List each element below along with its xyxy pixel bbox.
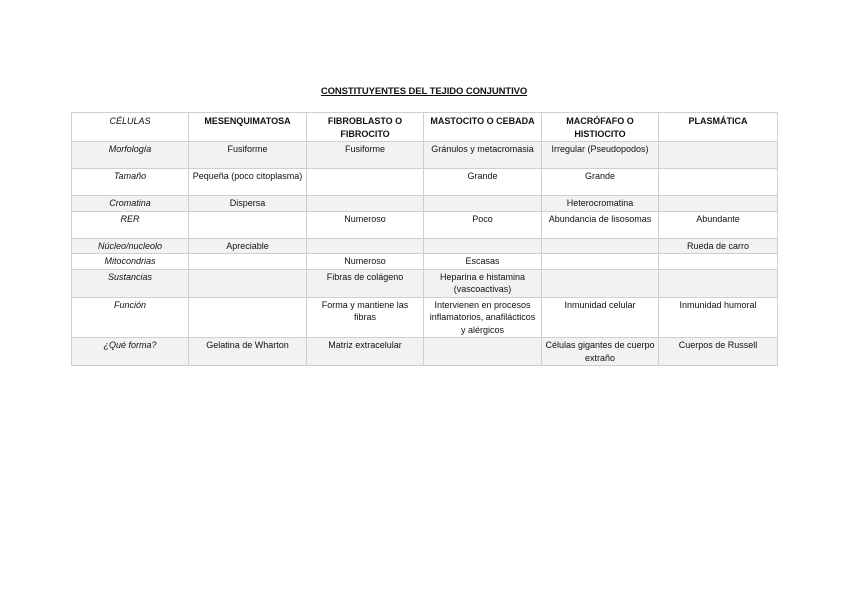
row-label: Núcleo/nucleolo — [72, 238, 189, 254]
table-cell — [659, 196, 778, 212]
table-cell — [424, 338, 542, 366]
table-row — [72, 338, 778, 366]
header-corner-cell: CÉLULAS — [72, 113, 189, 142]
table-cell: Rueda de carro — [659, 238, 778, 254]
table-cell — [424, 238, 542, 254]
document-title: CONSTITUYENTES DEL TEJIDO CONJUNTIVO — [320, 86, 528, 97]
table-cell: Cuerpos de Russell — [659, 338, 778, 366]
table-cell: Numeroso — [307, 254, 424, 270]
table-cell — [659, 254, 778, 270]
row-label: Sustancias — [72, 269, 189, 297]
table-cell: Gelatina de Wharton — [189, 338, 307, 366]
table-cell: Fusiforme — [189, 142, 307, 169]
table-cell: Heterocromatina — [542, 196, 659, 212]
row-label: RER — [72, 211, 189, 238]
table-row — [72, 211, 778, 238]
row-label: Morfología — [72, 142, 189, 169]
row-label: Función — [72, 297, 189, 338]
row-label: ¿Qué forma? — [72, 338, 189, 366]
table-cell — [307, 196, 424, 212]
table-cell — [189, 211, 307, 238]
row-label: Mitocondrias — [72, 254, 189, 270]
table-cell — [424, 196, 542, 212]
table-cell — [189, 254, 307, 270]
connective-tissue-table — [71, 112, 778, 366]
header-cell: MASTOCITO O CEBADA — [424, 113, 542, 142]
table-cell: Inmunidad humoral — [659, 297, 778, 338]
row-label: Cromatina — [72, 196, 189, 212]
table-cell — [659, 169, 778, 196]
table-cell: Matriz extracelular — [307, 338, 424, 366]
table-cell — [189, 297, 307, 338]
table-cell: Gránulos y metacromasia — [424, 142, 542, 169]
table-row — [72, 238, 778, 254]
table-cell — [189, 269, 307, 297]
table-row — [72, 196, 778, 212]
table-cell: Inmunidad celular — [542, 297, 659, 338]
table-cell — [659, 269, 778, 297]
header-cell: FIBROBLASTO O FIBROCITO — [307, 113, 424, 142]
table-cell — [542, 238, 659, 254]
table-cell: Heparina e histamina (vascoactivas) — [424, 269, 542, 297]
table-cell: Poco — [424, 211, 542, 238]
table-cell: Células gigantes de cuerpo extraño — [542, 338, 659, 366]
table-cell: Abundante — [659, 211, 778, 238]
header-cell: MACRÓFAFO O HISTIOCITO — [542, 113, 659, 142]
table-cell: Fibras de colágeno — [307, 269, 424, 297]
table-cell: Forma y mantiene las fibras — [307, 297, 424, 338]
table-row — [72, 269, 778, 297]
table-cell: Abundancia de lisosomas — [542, 211, 659, 238]
table-cell — [307, 238, 424, 254]
table-cell — [659, 142, 778, 169]
table-row — [72, 254, 778, 270]
table-cell: Numeroso — [307, 211, 424, 238]
table-cell: Grande — [542, 169, 659, 196]
table-header-row — [72, 113, 778, 142]
table-row — [72, 297, 778, 338]
header-cell: PLASMÁTICA — [659, 113, 778, 142]
table-cell: Pequeña (poco citoplasma) — [189, 169, 307, 196]
table-cell — [307, 169, 424, 196]
header-cell: MESENQUIMATOSA — [189, 113, 307, 142]
table-row — [72, 142, 778, 169]
table-cell — [542, 254, 659, 270]
table-cell: Apreciable — [189, 238, 307, 254]
table-cell: Grande — [424, 169, 542, 196]
table-cell: Fusiforme — [307, 142, 424, 169]
table-cell — [542, 269, 659, 297]
row-label: Tamaño — [72, 169, 189, 196]
table-cell: Dispersa — [189, 196, 307, 212]
table-cell: Escasas — [424, 254, 542, 270]
table-row — [72, 169, 778, 196]
table-cell: Irregular (Pseudopodos) — [542, 142, 659, 169]
table-cell: Intervienen en procesos inflamatorios, anafilácticos y alérgicos — [424, 297, 542, 338]
